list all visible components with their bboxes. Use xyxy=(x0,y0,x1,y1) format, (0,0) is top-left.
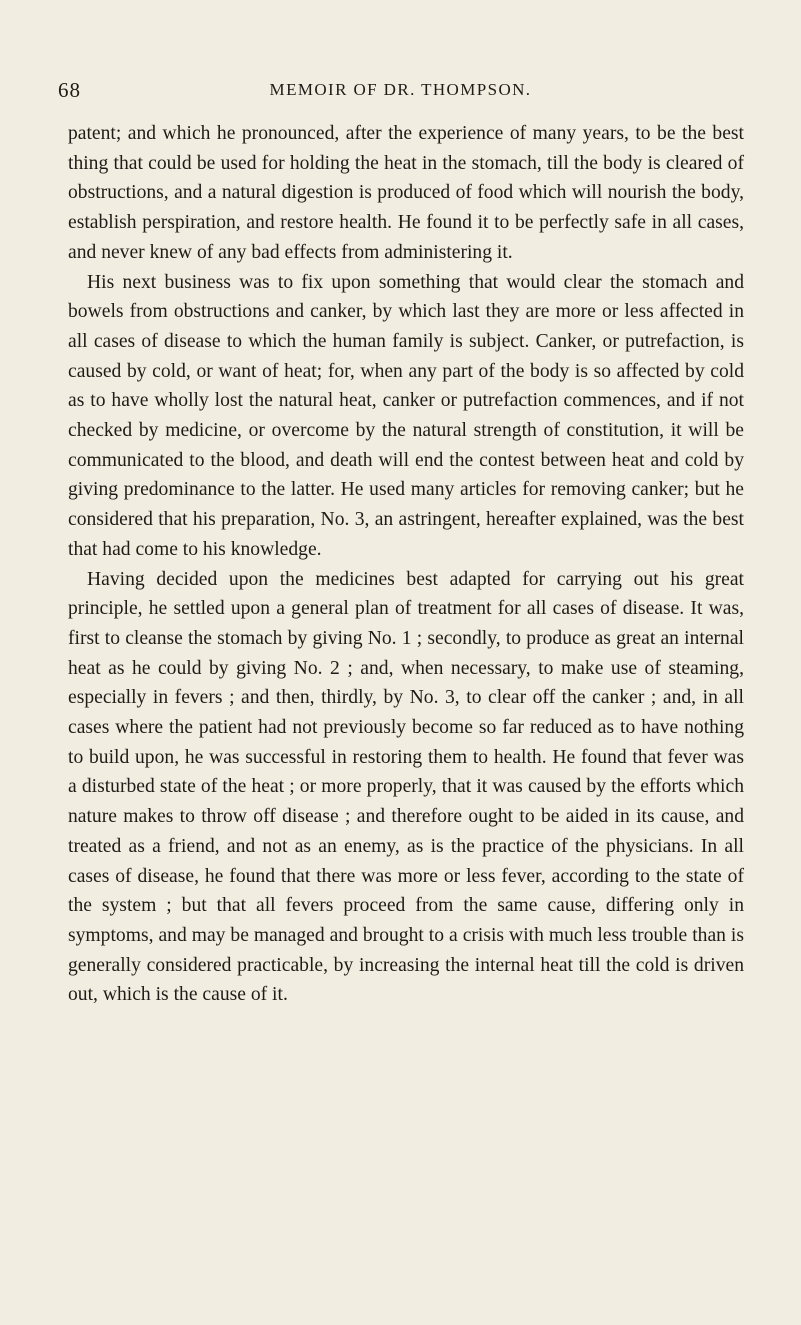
paragraph-canker: His next business was to fix upon something that would clear the stomach and bowels from obstructions and canker, by which last they are more or less affected in all cases of disease to which the human family is subject. Canker, or putrefaction, is caused by cold, or want of heat; for, when any part of the body is so affected by cold as to have wholly lost the natural heat, canker or putrefaction commences, and if not checked by medicine, or overcome by the natural strength of constitution, it will be communicated to the blood, and death will end the contest between heat and cold by giving predominance to the latter. He used many articles for removing canker; but he considered that his preparation, No. 3, an astringent, hereafter explained, was the best that had come to his knowledge. xyxy=(68,271,744,560)
paragraph-continued: patent; and which he pronounced, after the experience of many years, to be the best thing that could be used for holding the heat in the stomach, till the body is cleared of obstructions, and a natural digestion is produced of food which will nourish the body, establish perspiration, and restore health. He found it to be perfectly safe in all cases, and never knew of any bad effects from administering it. xyxy=(68,123,744,263)
body-text xyxy=(68,119,744,1010)
paragraph-treatment-plan: Having decided upon the medicines best adapted for carrying out his great principle, he settled upon a general plan of treatment for all cases of disease. It was, first to cleanse the stomach by giving No. 1 ; secondly, to produce as great an internal heat as he could by giving No. 2 ; and, when necessary, to make use of steaming, especially in fevers ; and then, thirdly, by No. 3, to clear off the canker ; and, in all cases where the patient had not previously become so far reduced as to have nothing to build upon, he was successful in restoring them to health. He found that fever was a disturbed state of the heat ; or more properly, that it was caused by the efforts which nature makes to throw off disease ; and therefore ought to be aided in its cause, and treated as a friend, and not as an enemy, as is the practice of the physicians. In all cases of disease, he found that there was more or less fever, according to the state of the system ; but that all fevers proceed from the same cause, differing only in symptoms, and may be managed and brought to a crisis with much less trouble than is generally considered practicable, by increasing the internal heat till the cold is driven out, which is the cause of it. xyxy=(68,568,744,1006)
running-head xyxy=(58,78,743,106)
page-number: 68 xyxy=(58,78,81,102)
running-title: MEMOIR OF DR. THOMPSON. xyxy=(269,80,532,99)
